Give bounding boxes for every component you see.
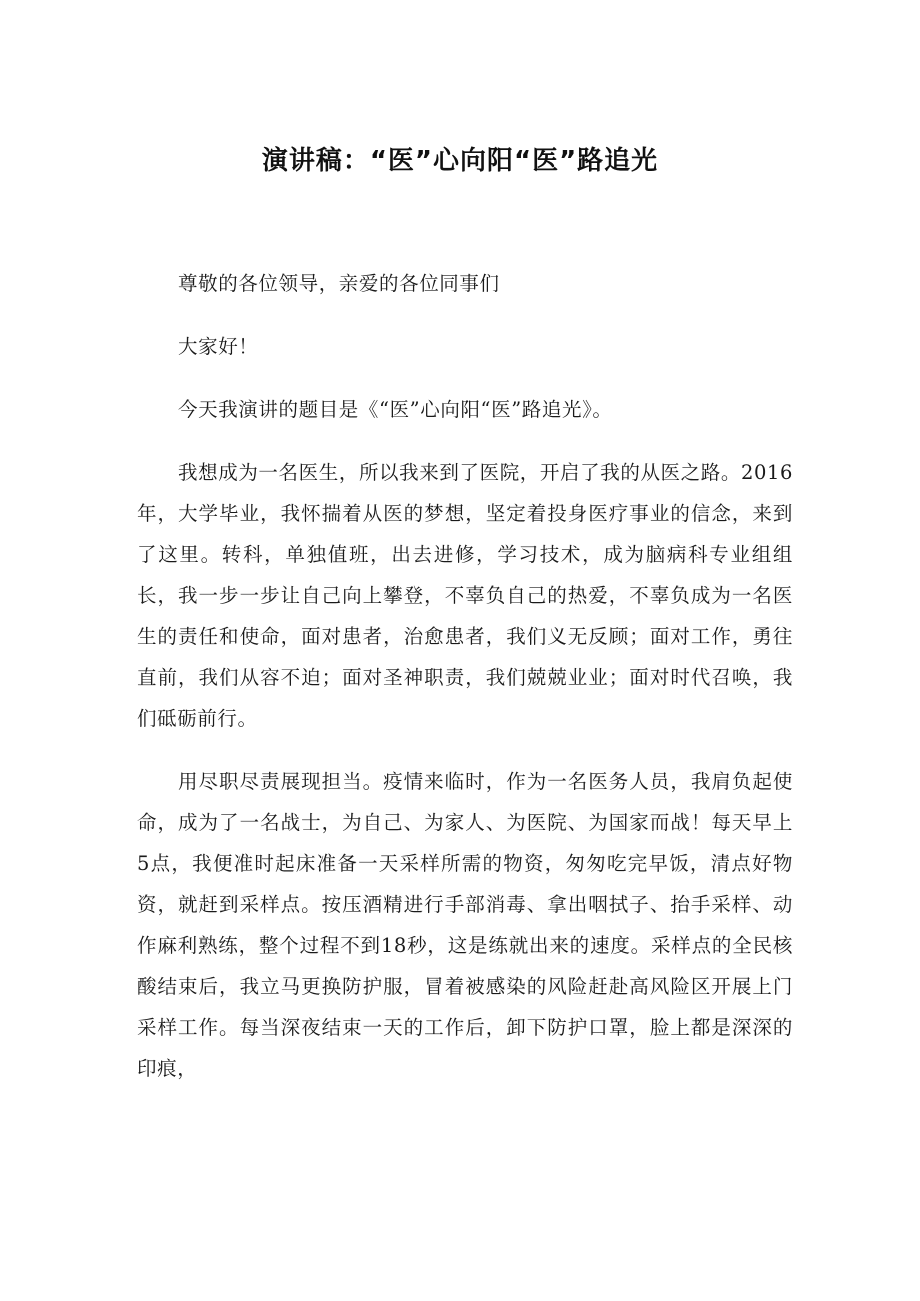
document-body [137,263,793,1089]
body-paragraph: 我想成为一名医生，所以我来到了医院，开启了我的从医之路。2016年，大学毕业，我怀揣着从医的梦想，坚定着投身医疗事业的信念，来到了这里。转科，单独值班，出去进修，学习技术，成为脑病科专业组组长，我一步一步让自己向上攀登，不辜负自己的热爱，不辜负成为一名医生的责任和使命，面对患者，治愈患者，我们义无反顾；面对工作，勇往直前，我们从容不迫；面对圣神职责，我们兢兢业业；面对时代召唤，我们砥砺前行。 [137,461,793,730]
document-title: 演讲稿：“医”心向阳“医”路追光 [261,146,659,177]
topic-paragraph: 今天我演讲的题目是《“医”心向阳“医”路追光》。 [178,398,613,421]
greeting-paragraph: 大家好！ [178,335,259,358]
body-paragraph: 用尽职尽责展现担当。疫情来临时，作为一名医务人员，我肩负起使命，成为了一名战士，为自己、为家人、为医院、为国家而战！每天早上5点，我便准时起床准备一天采样所需的物资，匆匆吃完早饭，清点好物资，就赶到采样点。按压酒精进行手部消毒、拿出咽拭子、抬手采样、动作麻利熟练，整个过程不到18秒，这是练就出来的速度。采样点的全民核酸结束后，我立马更换防护服，冒着被感染的风险赶赴高风险区开展上门采样工作。每当深夜结束一天的工作后，卸下防护口罩，脸上都是深深的印痕， [137,770,793,1080]
salutation-paragraph: 尊敬的各位领导，亲爱的各位同事们 [178,272,500,295]
